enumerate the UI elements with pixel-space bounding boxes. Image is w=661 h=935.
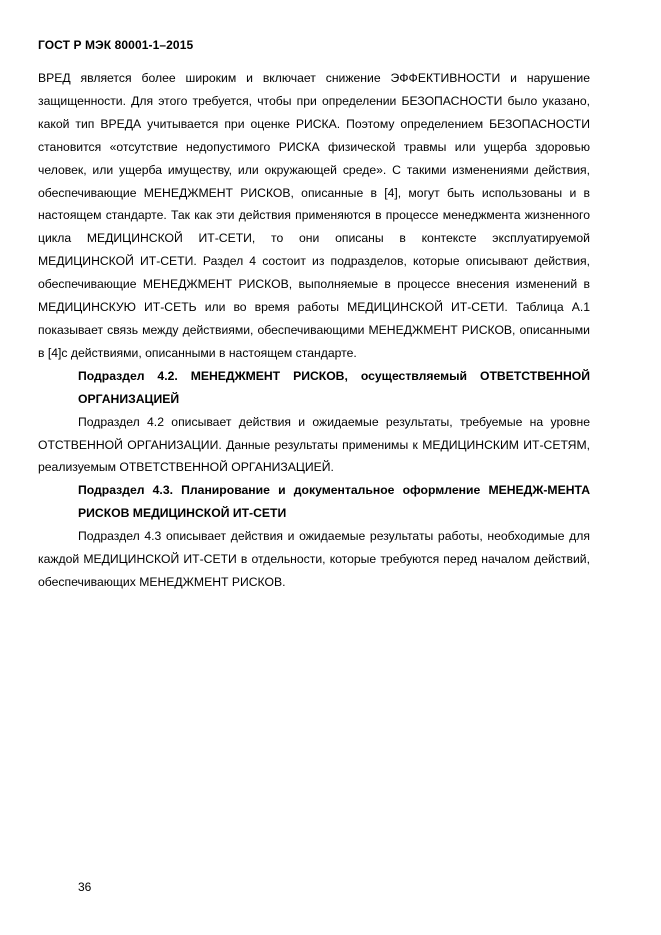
page-number: 36 [78, 880, 92, 894]
standard-header: ГОСТ Р МЭК 80001-1–2015 [38, 38, 194, 52]
document-body [38, 67, 590, 594]
section-4-3-paragraph: Подраздел 4.3 описывает действия и ожидаемые результаты работы, необходимые для каждой МЕДИЦИНСКОЙ ИТ-СЕТИ в отдельности, которые требуются перед началом действий, обеспечивающих МЕНЕДЖМЕНТ РИСКОВ. [38, 529, 590, 589]
section-4-2-paragraph: Подраздел 4.2 описывает действия и ожидаемые результаты, требуемые на уровне ОТСТВЕННОЙ ОРГАНИЗАЦИИ. Данные результаты применимы к МЕДИЦИНСКИМ ИТ-СЕТЯМ, реализуемым ОТВЕТСТВЕННОЙ ОРГАНИЗАЦИЕЙ. [38, 414, 590, 475]
intro-paragraph: ВРЕД является более широким и включает снижение ЭФФЕКТИВНОСТИ и нарушение защищенности. Для этого требуется, чтобы при определении БЕЗОПАСНОСТИ было указано, какой тип ВРЕДА учитывается при оценке РИСКА. Поэтому определением БЕЗОПАСНОСТИ становится «отсутствие недопустимого РИСКА физической травмы или ущерба здоровью человек, или ущерба имуществу, или окружающей среде». С такими изменениями действия, обеспечивающие МЕНЕДЖМЕНТ РИСКОВ, описанные в [4], могут быть использованы и в настоящем стандарте. Так как эти действия применяются в процессе менеджмента жизненного цикла МЕДИЦИНСКОЙ ИТ-СЕТИ, то они описаны в контексте эксплуатируемой МЕДИЦИНСКОЙ ИТ-СЕТИ. Раздел 4 состоит из подразделов, которые описывают действия, обеспечивающие МЕНЕДЖМЕНТ РИСКОВ, выполняемые в процессе внесения изменений в МЕДИЦИНСКУЮ ИТ-СЕТЬ или во время работы МЕДИЦИНСКОЙ ИТ-СЕТИ. Таблица А.1 показывает связь между действиями, обеспечивающими МЕНЕДЖМЕНТ РИСКОВ, описанными в [4]с действиями, описанными в настоящем стандарте. [38, 71, 590, 360]
section-4-3-heading: Подраздел 4.3. Планирование и документальное оформление МЕНЕДЖ-МЕНТА РИСКОВ МЕДИЦИНСКОЙ ИТ-СЕТИ [78, 483, 590, 521]
section-4-2-heading: Подраздел 4.2. МЕНЕДЖМЕНТ РИСКОВ, осуществляемый ОТВЕТСТВЕННОЙ ОРГАНИЗАЦИЕЙ [78, 368, 590, 406]
